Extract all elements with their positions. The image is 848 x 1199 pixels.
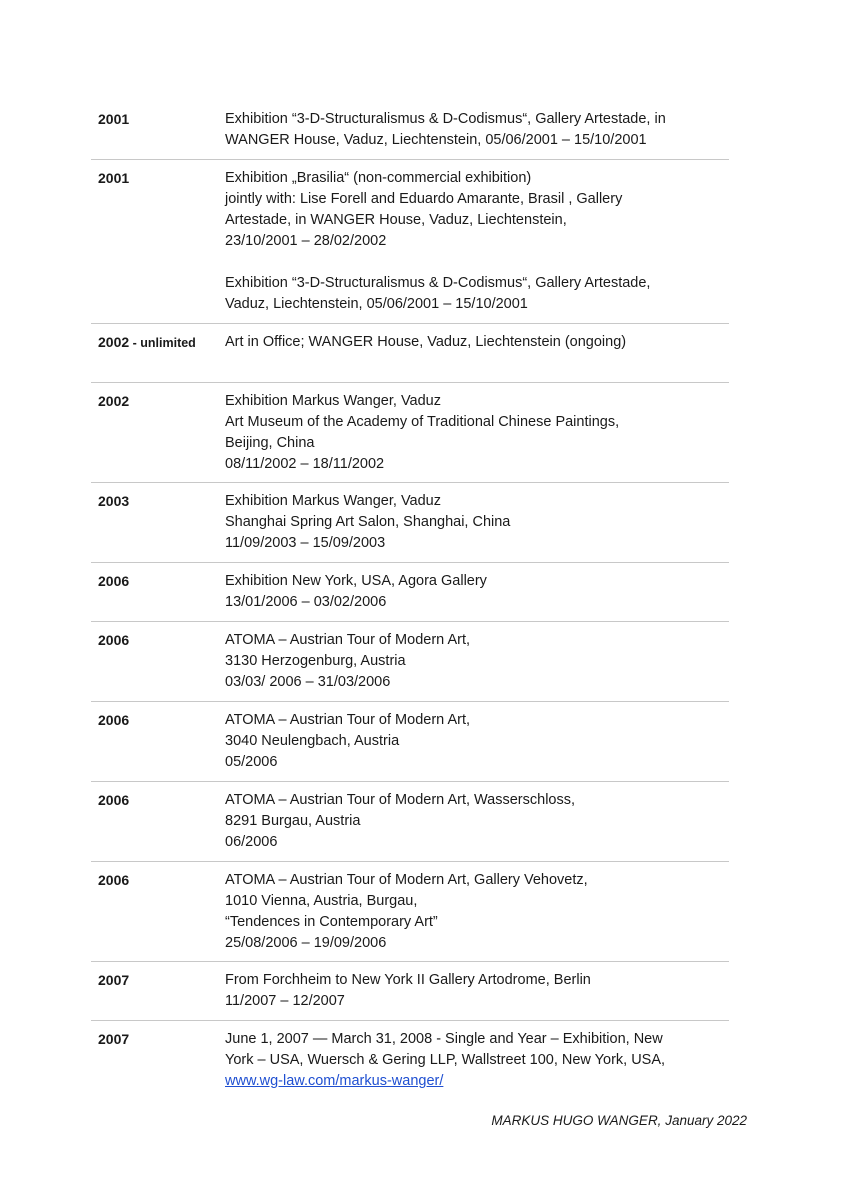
description-cell [225, 571, 729, 621]
website-link[interactable]: www.wg-law.com/markus-wanger/ [225, 1073, 444, 1089]
paragraph-gap [225, 252, 729, 273]
description-line: 03/03/ 2006 – 31/03/2006 [225, 674, 391, 690]
year-cell [91, 710, 225, 781]
year-label: 2002 [98, 393, 130, 409]
year-cell [91, 332, 225, 382]
description-line: June 1, 2007 — March 31, 2008 - Single and Year – Exhibition, New [225, 1031, 663, 1047]
table-row [91, 962, 729, 1021]
description-cell [225, 391, 729, 482]
year-cell [91, 491, 225, 562]
year-label: 2006 [98, 872, 130, 888]
description-cell [225, 790, 729, 861]
description-line: 1010 Vienna, Austria, Burgau, [225, 893, 418, 909]
description-cell [225, 1029, 729, 1101]
description-cell [225, 168, 729, 323]
year-label: 2007 [98, 972, 130, 988]
exhibition-table [91, 101, 729, 1101]
table-row [91, 862, 729, 962]
year-label: 2006 [98, 632, 130, 648]
year-cell [91, 168, 225, 323]
description-cell [225, 630, 729, 701]
table-row [91, 383, 729, 483]
description-line: WANGER House, Vaduz, Liechtenstein, 05/06/2001 – 15/10/2001 [225, 132, 647, 148]
description-line: 06/2006 [225, 834, 278, 850]
description-line: 8291 Burgau, Austria [225, 813, 361, 829]
description-cell [225, 970, 729, 1020]
description-cell [225, 870, 729, 961]
description-line: From Forchheim to New York II Gallery Artodrome, Berlin [225, 972, 591, 988]
description-line: 05/2006 [225, 754, 278, 770]
description-line: 08/11/2002 – 18/11/2002 [225, 456, 385, 472]
description-cell [225, 491, 729, 562]
year-cell [91, 630, 225, 701]
year-label: 2001 [98, 170, 130, 186]
description-line: 3040 Neulengbach, Austria [225, 733, 400, 749]
year-cell [91, 1029, 225, 1101]
description-line: 3130 Herzogenburg, Austria [225, 653, 406, 669]
table-row [91, 324, 729, 383]
year-cell [91, 571, 225, 621]
description-line: 13/01/2006 – 03/02/2006 [225, 594, 387, 610]
year-label: 2003 [98, 493, 130, 509]
description-line: Exhibition Markus Wanger, Vaduz [225, 493, 441, 509]
description-line: Art in Office; WANGER House, Vaduz, Liechtenstein (ongoing) [225, 334, 627, 350]
description-line: ATOMA – Austrian Tour of Modern Art, [225, 632, 471, 648]
table-row [91, 782, 729, 862]
description-line: 25/08/2006 – 19/09/2006 [225, 935, 387, 951]
year-cell [91, 970, 225, 1020]
description-line: York – USA, Wuersch & Gering LLP, Wallstreet 100, New York, USA, [225, 1052, 666, 1068]
table-row [91, 101, 729, 160]
table-row [91, 563, 729, 622]
description-cell [225, 332, 729, 382]
description-line: jointly with: Lise Forell and Eduardo Amarante, Brasil , Gallery [225, 191, 623, 207]
table-row [91, 1021, 729, 1101]
year-label: 2006 [98, 792, 130, 808]
description-line: Shanghai Spring Art Salon, Shanghai, China [225, 514, 511, 530]
year-label: 2001 [98, 111, 130, 127]
description-line: 11/09/2003 – 15/09/2003 [225, 535, 386, 551]
description-line: Exhibition Markus Wanger, Vaduz [225, 393, 441, 409]
description-line: Artestade, in WANGER House, Vaduz, Liechtenstein, [225, 212, 567, 228]
year-label: 2002 [98, 334, 130, 350]
table-row [91, 622, 729, 702]
description-line: Exhibition “3-D-Structuralismus & D-Codismus“, Gallery Artestade, [225, 275, 651, 291]
year-cell [91, 790, 225, 861]
year-suffix: - unlimited [129, 336, 196, 350]
footer-signature: MARKUS HUGO WANGER, January 2022 [491, 1113, 747, 1128]
description-line: Exhibition New York, USA, Agora Gallery [225, 573, 487, 589]
description-cell [225, 109, 729, 159]
description-line: ATOMA – Austrian Tour of Modern Art, Gallery Vehovetz, [225, 872, 588, 888]
year-label: 2007 [98, 1031, 130, 1047]
description-line: Exhibition „Brasilia“ (non-commercial exhibition) [225, 170, 532, 186]
description-line: ATOMA – Austrian Tour of Modern Art, Wasserschloss, [225, 792, 576, 808]
description-line: 11/2007 – 12/2007 [225, 993, 345, 1009]
description-line: Beijing, China [225, 435, 315, 451]
description-line: Vaduz, Liechtenstein, 05/06/2001 – 15/10/2001 [225, 296, 528, 312]
description-line: 23/10/2001 – 28/02/2002 [225, 233, 387, 249]
description-line: Art Museum of the Academy of Traditional Chinese Paintings, [225, 414, 620, 430]
description-cell [225, 710, 729, 781]
description-line: Exhibition “3-D-Structuralismus & D-Codismus“, Gallery Artestade, in [225, 111, 666, 127]
table-row [91, 483, 729, 563]
table-row [91, 702, 729, 782]
year-label: 2006 [98, 712, 130, 728]
year-cell [91, 870, 225, 961]
year-cell [91, 109, 225, 159]
description-line: “Tendences in Contemporary Art” [225, 914, 438, 930]
year-cell [91, 391, 225, 482]
description-line: ATOMA – Austrian Tour of Modern Art, [225, 712, 471, 728]
year-label: 2006 [98, 573, 130, 589]
table-row [91, 160, 729, 324]
